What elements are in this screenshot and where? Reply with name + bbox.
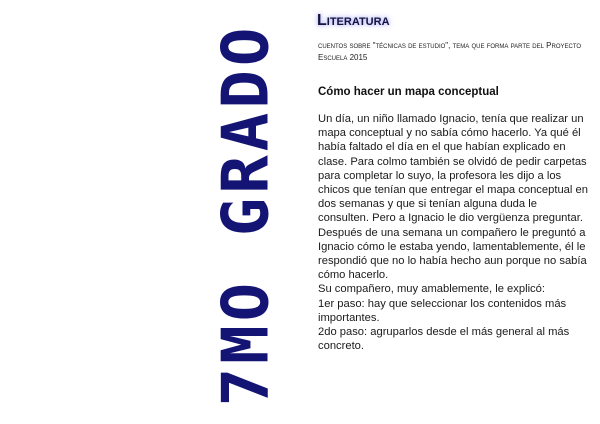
paragraph: Después de una semana un compañero le preguntó a Ignacio cómo le estaba yendo, lamentablemente, él le respondió que no lo había hecho aun porque no sabía cómo hacerlo. bbox=[318, 226, 587, 282]
section-subtitle: cuentos sobre "técnicas de estudio", tema que forma parte del Proyecto Escuela 2015 bbox=[318, 41, 582, 62]
paragraph: Un día, un niño llamado Ignacio, tenía que realizar un mapa conceptual y no sabía cómo hacerlo. Ya qué él había faltado el día en el que habían explicado en clase. Para colmo también se olvidó de pedir carpetas para completar lo suyo, la profesora les dijo a los chicos que tenían que entregar el mapa conceptual en dos semanas y que si tenían alguna duda le consulten. Pero a Ignacio le dio vergüenza preguntar. bbox=[318, 113, 588, 225]
grade-vertical-title bbox=[208, 20, 284, 410]
article-body bbox=[318, 112, 590, 353]
article-title: Cómo hacer un mapa conceptual bbox=[318, 86, 499, 98]
section-heading: Literatura bbox=[317, 12, 390, 29]
grade-label: 7MO GRADO bbox=[209, 23, 283, 407]
paragraph: 1er paso: hay que seleccionar los contenidos más importantes. bbox=[318, 297, 567, 324]
paragraph: 2do paso: agruparlos desde el más general al más concreto. bbox=[318, 326, 570, 353]
paragraph: Su compañero, muy amablemente, le explicó: bbox=[318, 283, 545, 296]
article-column bbox=[318, 12, 590, 353]
